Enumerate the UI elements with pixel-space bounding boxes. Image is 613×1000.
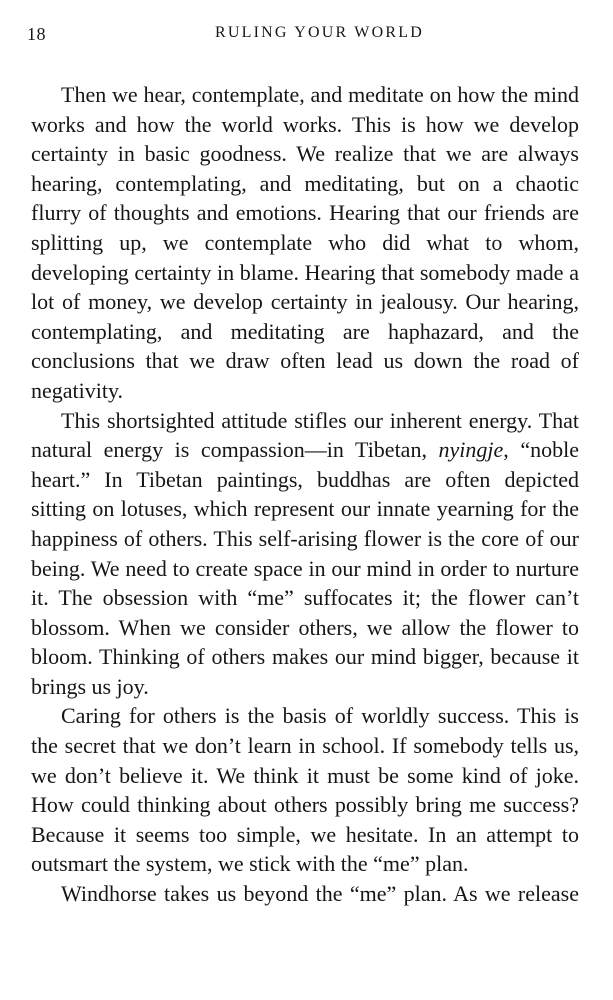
paragraph: Windhorse takes us beyond the “me” plan. As we release	[61, 881, 579, 907]
paragraph: Then we hear, contemplate, and meditate on how the mind works and how the world works. This is how we develop certainty in basic goodness. We realize that we are always hearing, contemplating, and meditating, but on a chaotic flurry of thoughts and emotions. Hearing that our friends are splitting up, we contemplate who did what to whom, developing certainty in blame. Hearing that somebody made a lot of money, we develop certainty in jealousy. Our hearing, contemplating, and meditating are haphazard, and the conclusions that we draw often lead us down the road of negativity.	[31, 82, 579, 403]
paragraph-text: , “noble heart.” In Tibetan paintings, buddhas are often depicted sitting on lotuses, which represent our innate yearning for the happiness of others. This self-arising flower is the core of our being. We need to create space in our mind in order to nurture it. The obsession with “me” suffocates it; the flower can’t blossom. When we consider others, we allow the flower to bloom. Thinking of others makes our mind bigger, because it brings us joy.	[31, 437, 579, 699]
paragraph	[31, 406, 579, 702]
paragraph-text: This shortsighted attitude stifles our inherent energy. That natural energy is compassion—in Tibetan,	[31, 407, 579, 463]
page-header	[0, 22, 613, 50]
italic-term: nyingje	[438, 437, 504, 463]
page-number: 18	[27, 24, 46, 44]
paragraph: Caring for others is the basis of worldly success. This is the secret that we don’t learn in school. If somebody tells us, we don’t believe it. We think it must be some kind of joke. How could thinking about others possibly bring me success? Because it seems too simple, we hesitate. In an attempt to outsmart the system, we stick with the “me” plan.	[31, 703, 579, 877]
running-head: RULING YOUR WORLD	[215, 24, 424, 41]
body-text	[31, 80, 579, 909]
